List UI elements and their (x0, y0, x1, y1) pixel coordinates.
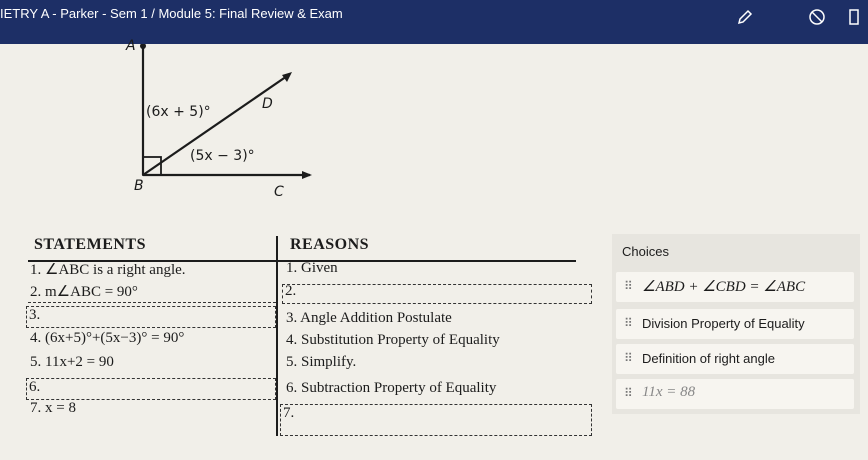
statement-2: 2. m∠ABC = 90° (30, 284, 138, 300)
statement-6: 6. (29, 379, 41, 395)
course-title: IETRY A - Parker - Sem 1 / Module 5: Final Review & Exam (0, 6, 343, 21)
statement-3: 3. (29, 307, 41, 323)
choice-label: Definition of right angle (642, 351, 775, 366)
reason-7-dropzone[interactable] (280, 404, 592, 436)
choice-label: 11x = 88 (642, 384, 696, 400)
reason-5: 5. Simplify. (286, 354, 357, 370)
angle-figure (0, 44, 340, 214)
drag-handle-icon[interactable]: ⠿ (624, 316, 633, 330)
choices-title: Choices (622, 244, 669, 259)
label-c: C (274, 184, 284, 200)
reason-2-dropzone[interactable] (282, 284, 592, 304)
choice-division-property[interactable] (616, 309, 854, 339)
statement-1: 1. ∠ABC is a right angle. (30, 262, 186, 278)
two-column-proof (28, 232, 588, 442)
choices-panel (612, 234, 860, 414)
reason-1: 1. Given (286, 260, 338, 276)
reason-6: 6. Subtraction Property of Equality (286, 380, 497, 396)
pencil-icon[interactable] (736, 8, 754, 26)
choice-label: ∠ABD + ∠CBD = ∠ABC (642, 279, 806, 295)
column-divider (276, 236, 278, 436)
menu-edge-icon[interactable] (848, 8, 860, 26)
label-a: A (126, 38, 136, 54)
reasons-header: REASONS (290, 236, 370, 253)
reason-3: 3. Angle Addition Postulate (286, 310, 452, 326)
statement-5: 5. 11x+2 = 90 (30, 354, 114, 370)
statement-6-dropzone[interactable] (26, 378, 276, 400)
reason-4: 4. Substitution Property of Equality (286, 332, 500, 348)
label-angle-abd: (6x + 5)° (146, 104, 211, 120)
statements-header: STATEMENTS (34, 236, 146, 253)
drag-handle-icon[interactable]: ⠿ (624, 279, 633, 293)
choice-11x-equals-88[interactable] (616, 379, 854, 409)
choice-angle-sum[interactable] (616, 272, 854, 302)
choice-label: Division Property of Equality (642, 316, 805, 331)
row-separator (28, 302, 276, 303)
ban-icon[interactable] (808, 8, 826, 26)
drag-handle-icon[interactable]: ⠿ (624, 351, 633, 365)
reason-7: 7. (283, 405, 295, 421)
reason-2: 2. (285, 283, 297, 299)
label-angle-dbc: (5x − 3)° (190, 148, 255, 164)
angle-diagram (0, 38, 340, 214)
drag-handle-icon[interactable]: ⠿ (624, 386, 633, 400)
label-d: D (262, 96, 273, 112)
statement-7: 7. x = 8 (30, 400, 76, 416)
statement-4: 4. (6x+5)°+(5x−3)° = 90° (30, 330, 185, 346)
label-b: B (134, 178, 144, 194)
statement-3-dropzone[interactable] (26, 306, 276, 328)
choice-definition-right-angle[interactable] (616, 344, 854, 374)
